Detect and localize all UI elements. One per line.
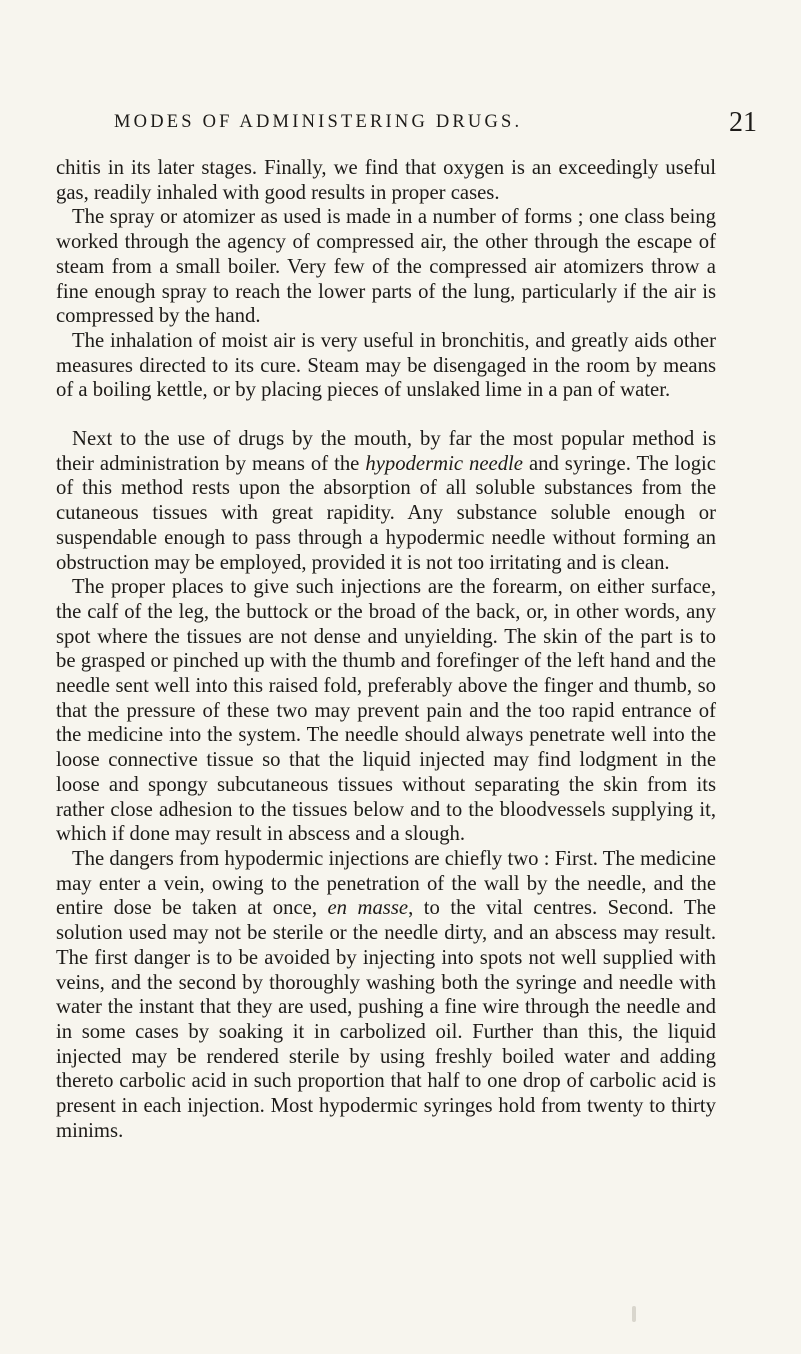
paragraph: The inhalation of moist air is very useful in bronchitis, and greatly aids other measures directed to its cure. Steam may be disengaged in the room by means of a boiling kettle, or by placing pieces of unslaked lime in a pan of water. (56, 329, 716, 402)
page-speck (632, 1306, 636, 1322)
emphasis: hypodermic needle (365, 452, 523, 475)
body-text (56, 156, 716, 1143)
paragraph: The spray or atomizer as used is made in a number of forms ; one class being worked through the agency of compressed air, the other through the escape of steam from a small boiler. Very few of the compressed air atomizers throw a fine enough spray to reach the lower parts of the lung, particularly if the air is compressed by the hand. (56, 206, 716, 328)
running-title: MODES OF ADMINISTERING DRUGS. (114, 112, 523, 132)
book-page (56, 88, 757, 1142)
running-head (56, 88, 757, 138)
paragraph: chitis in its later stages. Finally, we find that oxygen is an exceedingly useful gas, readily inhaled with good results in proper cases. (56, 157, 716, 204)
paragraph: The proper places to give such injections are the forearm, on either surface, the calf of the leg, the buttock or the broad of the back, or, in other words, any spot where the tissues are not dense and unyielding. The skin of the part is to be grasped or pinched up with the thumb and forefinger of the left hand and the needle sent well into this raised fold, preferably above the finger and thumb, so that the pressure of these two may prevent pain and the too rapid entrance of the medicine into the system. The needle should always penetrate well into the loose connective tissue so that the liquid injected may find lodgment in the loose and spongy subcutaneous tissues without separating the skin from its rather close adhesion to the tissues below and to the bloodvessels supplying it, which if done may result in abscess and a slough. (56, 576, 716, 846)
page-number: 21 (729, 107, 757, 138)
paragraph: The dangers from hypodermic injections are chiefly two : First. The medicine may enter a vein, owing to the penetration of the wall by the needle, and the entire dose be taken at once, en masse, to the vital centres. Second. The solution used may not be sterile or the needle dirty, and an abscess may result. The first danger is to be avoided by injecting into spots not well supplied with veins, and the second by thoroughly washing both the syringe and needle with water the instant that they are used, pushing a fine wire through the needle and in some cases by soaking it in carbolized oil. Further than this, the liquid injected may be rendered sterile by using freshly boiled water and adding thereto carbolic acid in such proportion that half to one drop of carbolic acid is present in each injection. Most hypodermic syringes hold from twenty to thirty minims. (56, 847, 716, 1142)
emphasis: en masse (327, 897, 409, 920)
paragraph: Next to the use of drugs by the mouth, by far the most popular method is their administration by means of the hypodermic needle and syringe. The logic of this method rests upon the absorption of all soluble substances from the cutaneous tissues with great rapidity. Any substance soluble enough or suspendable enough to pass through a hypodermic needle without forming an obstruction may be employed, provided it is not too irritating and is clean. (56, 428, 716, 574)
